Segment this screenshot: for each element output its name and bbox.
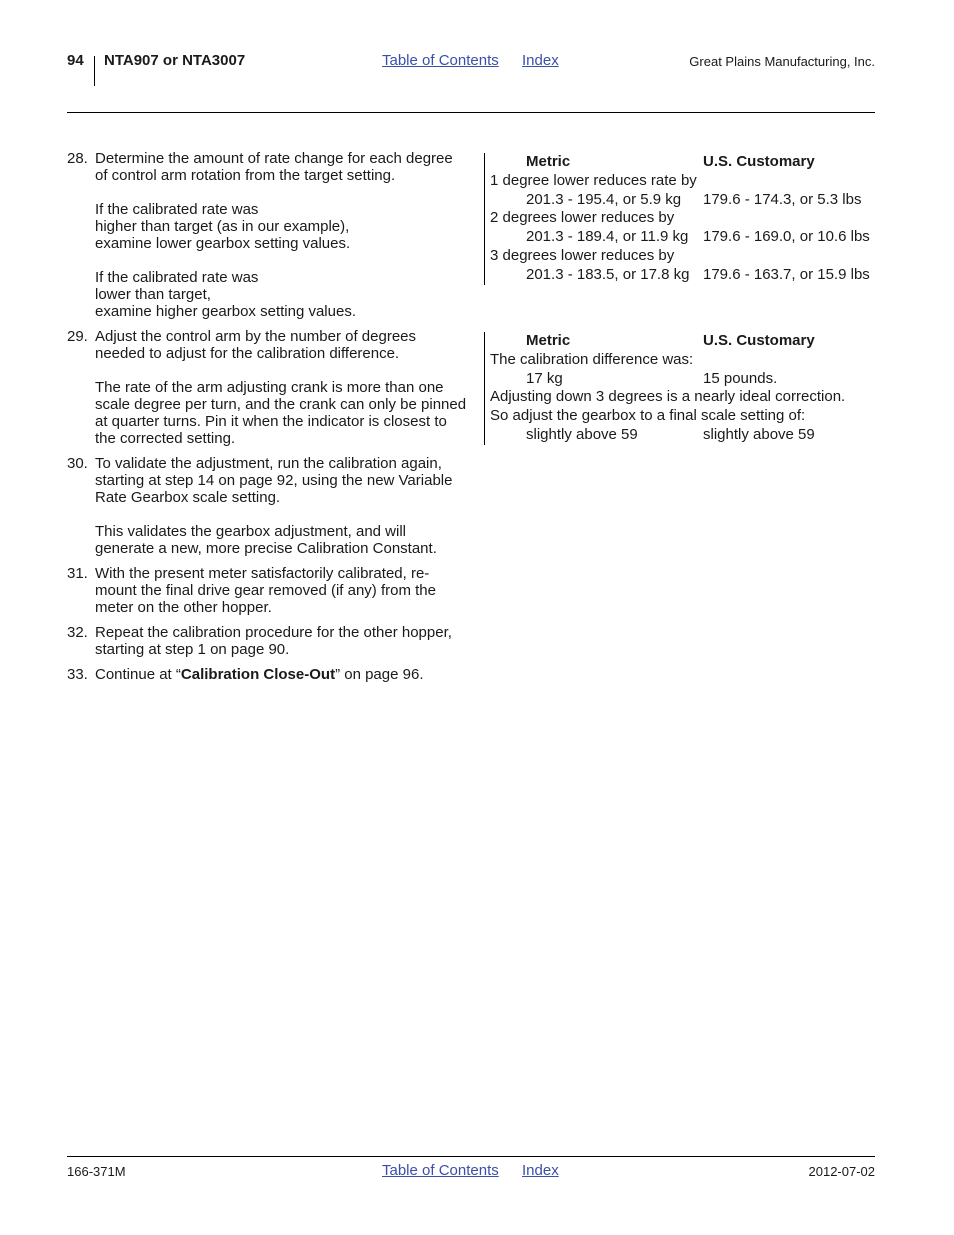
footer-rule — [67, 1156, 875, 1157]
us-value: 179.6 - 174.3, or 5.3 lbs — [703, 190, 862, 208]
metric-header: Metric — [526, 153, 571, 170]
us-value: slightly above 59 — [703, 425, 815, 443]
table-row — [490, 426, 890, 445]
us-value: 15 pounds. — [703, 369, 778, 387]
footer-toc-link[interactable]: Table of Contents — [382, 1162, 499, 1179]
step-paragraph: Repeat the calibration procedure for the other hopper, starting at step 1 on page 90. — [95, 624, 452, 658]
row-label: The calibration difference was: — [490, 350, 694, 368]
step-paragraph: Determine the amount of rate change for each degree of control arm rotation from the target setting. — [95, 150, 453, 184]
step-paragraph: If the calibrated rate was lower than target, examine higher gearbox setting values. — [95, 269, 356, 320]
step-paragraph: To validate the adjustment, run the calibration again, starting at step 14 on page 92, using the new Variable Rate Gearbox scale setting. — [95, 455, 453, 506]
step-33-suffix: ” on page 96. — [335, 666, 424, 683]
row-label: So adjust the gearbox to a final scale setting of: — [490, 407, 806, 425]
us-header: U.S. Customary — [703, 153, 815, 170]
doc-number: 166-371M — [67, 1164, 126, 1179]
table-row-label — [490, 247, 890, 266]
revision-date: 2012-07-02 — [808, 1164, 875, 1179]
table-row-label — [490, 209, 890, 228]
step-paragraph: This validates the gearbox adjustment, and will generate a new, more precise Calibration Constant. — [95, 523, 437, 557]
us-value: 179.6 - 163.7, or 15.9 lbs — [703, 265, 870, 283]
step-paragraph: Adjust the control arm by the number of degrees needed to adjust for the calibration difference. — [95, 328, 417, 362]
us-value: 179.6 - 169.0, or 10.6 lbs — [703, 228, 870, 246]
step-body — [95, 455, 467, 557]
step-item — [67, 328, 467, 447]
step-body — [95, 328, 467, 447]
row-label: 2 degrees lower reduces by — [490, 209, 675, 227]
table-row-label — [490, 172, 890, 191]
step-body — [95, 666, 467, 683]
table-row — [490, 228, 890, 247]
step-body — [95, 624, 467, 658]
step-number: 29. — [67, 328, 88, 345]
us-header: U.S. Customary — [703, 332, 815, 349]
table-header-row — [490, 332, 890, 351]
step-paragraph: The rate of the arm adjusting crank is more than one scale degree per turn, and the crank can only be pinned at quarter turns. Pin it when the indicator is closest to the corrected setting. — [95, 379, 467, 447]
step-item — [67, 150, 467, 320]
table-row — [490, 266, 890, 285]
rate-change-table — [484, 153, 890, 285]
calibration-close-out-ref: Calibration Close-Out — [180, 666, 336, 683]
table-row — [490, 191, 890, 210]
step-paragraph: If the calibrated rate was higher than target (as in our example), examine lower gearbox setting values. — [95, 201, 351, 252]
metric-value: 201.3 - 195.4, or 5.9 kg — [526, 190, 682, 208]
page-number: 94 — [67, 52, 84, 69]
step-item — [67, 565, 467, 616]
row-label: 1 degree lower reduces rate by — [490, 171, 697, 189]
footer-index-link[interactable]: Index — [522, 1162, 559, 1179]
step-item — [67, 455, 467, 557]
step-33-prefix: Continue at “ — [95, 666, 181, 683]
metric-value: 201.3 - 183.5, or 17.8 kg — [526, 265, 690, 283]
calibration-difference-table — [484, 332, 890, 445]
step-33 — [67, 666, 467, 683]
header-toc-link[interactable]: Table of Contents — [382, 52, 499, 69]
step-number: 32. — [67, 624, 88, 641]
table-row-label — [490, 351, 890, 370]
step-paragraph: With the present meter satisfactorily calibrated, re-mount the final drive gear removed (if any) from the meter on the other hopper. — [95, 565, 436, 616]
header-rule — [67, 112, 875, 113]
steps-list — [67, 150, 467, 691]
step-number: 28. — [67, 150, 88, 167]
table-header-row — [490, 153, 890, 172]
metric-value: 17 kg — [526, 369, 563, 387]
table-row — [490, 370, 890, 389]
step-body — [95, 150, 467, 320]
step-number: 30. — [67, 455, 88, 472]
table-row-label — [490, 388, 890, 407]
step-number: 33. — [67, 666, 88, 683]
model-title: NTA907 or NTA3007 — [104, 52, 246, 69]
header-index-link[interactable]: Index — [522, 52, 559, 69]
metric-value: slightly above 59 — [526, 425, 638, 443]
step-number: 31. — [67, 565, 88, 582]
row-label: Adjusting down 3 degrees is a nearly ideal correction. — [490, 388, 846, 406]
company-name: Great Plains Manufacturing, Inc. — [689, 54, 875, 69]
metric-header: Metric — [526, 332, 571, 349]
table-row-label — [490, 407, 890, 426]
step-body — [95, 565, 467, 616]
row-label: 3 degrees lower reduces by — [490, 246, 675, 264]
metric-value: 201.3 - 189.4, or 11.9 kg — [526, 228, 689, 246]
step-item — [67, 624, 467, 658]
header-divider — [94, 56, 95, 86]
